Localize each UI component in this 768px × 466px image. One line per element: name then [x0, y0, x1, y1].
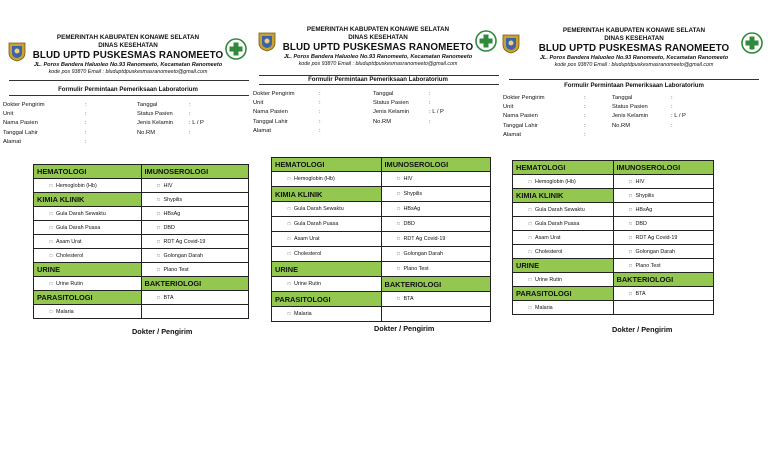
checkbox-icon[interactable]: □: [397, 221, 400, 226]
label-tanggal-lahir: Tanggal Lahir: [253, 118, 288, 125]
checkbox-icon[interactable]: □: [49, 308, 53, 314]
section-bakteriologi: BAKTERIOLOGI: [381, 277, 491, 292]
test-label: BTA: [403, 296, 414, 302]
section-imunoserologi: IMUNOSEROLOGI: [613, 161, 714, 175]
test-plano[interactable]: [141, 263, 249, 277]
section-parasitologi: PARASITOLOGI: [272, 292, 382, 307]
test-label: Golongan Darah: [403, 251, 444, 257]
checkbox-icon[interactable]: □: [287, 176, 291, 181]
info-labels-left: [503, 94, 545, 140]
test-dbd[interactable]: [141, 221, 249, 235]
sep: :: [319, 91, 321, 97]
checkbox-icon[interactable]: □: [157, 294, 160, 300]
test-rdt-covid[interactable]: [141, 235, 249, 249]
info-labels-right: [612, 94, 648, 131]
test-asam-urat[interactable]: [513, 231, 614, 245]
test-label: Gula Darah Puasa: [56, 224, 101, 231]
checkbox-icon[interactable]: □: [49, 252, 53, 258]
test-label: DBD: [163, 224, 175, 231]
info-seps-right: [671, 94, 686, 131]
test-label: Urine Rutin: [535, 276, 562, 283]
info-seps-right: [189, 101, 204, 138]
checkbox-icon[interactable]: □: [49, 182, 53, 188]
section-parasitologi: PARASITOLOGI: [34, 291, 142, 305]
regency-emblem-icon: [501, 32, 521, 54]
test-gula-darah-sewaktu[interactable]: [513, 203, 614, 217]
health-cross-logo-icon: [741, 32, 763, 54]
test-label: RDT Ag Covid-19: [635, 234, 678, 241]
test-label: Plano Test: [635, 262, 661, 269]
sep: :: [671, 122, 673, 129]
title-divider: [259, 84, 499, 85]
header-address: JL. Poros Bandera Haluoleo No.93 Ranomeeto, Kecamatan Ranomeeto: [539, 55, 729, 61]
regency-emblem-icon: [7, 40, 27, 62]
test-hiv[interactable]: [141, 179, 249, 193]
sep: :: [85, 102, 87, 108]
label-dokter-pengirim: Dokter Pengirim: [3, 102, 45, 108]
test-hemoglobin[interactable]: [513, 175, 614, 189]
sep: : L / P: [429, 109, 444, 116]
header-divider: [509, 79, 759, 80]
label-jenis-kelamin: Jenis Kelamin: [612, 113, 649, 120]
test-label: Urine Rutin: [56, 280, 83, 287]
test-label: DBD: [635, 220, 647, 227]
sep: :: [584, 113, 586, 120]
test-cholesterol[interactable]: [513, 245, 614, 259]
test-cholesterol[interactable]: [272, 247, 382, 262]
label-status-pasien: Status Pasien: [373, 100, 409, 107]
checkbox-icon[interactable]: □: [528, 206, 532, 212]
test-label: Golongan Darah: [635, 248, 676, 255]
lab-request-form-1: [3, 0, 253, 336]
label-alamat: Alamat: [503, 131, 522, 138]
checkbox-icon[interactable]: □: [629, 234, 632, 240]
header-contact: kode pos 93870 Email : bluduptdpuskesmasranomeeto@gmail.com: [48, 69, 208, 75]
health-cross-logo-icon: [475, 30, 497, 52]
section-bakteriologi: BAKTERIOLOGI: [141, 277, 249, 291]
signature-label: Dokter / Pengirim: [612, 325, 673, 334]
sep: :: [429, 118, 431, 125]
label-dokter-pengirim: Dokter Pengirim: [503, 95, 545, 101]
section-bakteriologi: BAKTERIOLOGI: [613, 273, 714, 287]
test-label: Cholesterol: [56, 252, 84, 259]
lab-test-table: [512, 160, 714, 315]
test-label: HBsAg: [635, 206, 653, 213]
test-plano[interactable]: [381, 262, 491, 277]
test-shypilis[interactable]: [613, 189, 714, 203]
checkbox-icon[interactable]: □: [528, 220, 532, 226]
checkbox-icon[interactable]: □: [49, 238, 53, 244]
test-label: HIV: [635, 178, 645, 185]
test-gula-darah-puasa[interactable]: [34, 221, 142, 235]
label-nama-pasien: Nama Pasien: [3, 120, 38, 127]
test-label: Hemoglobin (Hb): [294, 176, 335, 182]
test-golongan-darah[interactable]: [381, 247, 491, 262]
test-label: Malaria: [56, 308, 74, 315]
label-tanggal: Tanggal: [612, 95, 633, 101]
sep: :: [319, 127, 321, 134]
section-imunoserologi: IMUNOSEROLOGI: [141, 165, 249, 179]
test-label: Gula Darah Sewaktu: [535, 206, 585, 213]
form-title: Formulir Permintaan Pemeriksaan Laboratorium: [564, 82, 704, 89]
test-shypilis[interactable]: [141, 193, 249, 207]
empty-cell: [613, 301, 714, 315]
sep: :: [584, 131, 586, 138]
sep: :: [189, 102, 191, 108]
section-kimia-klinik: KIMIA KLINIK: [513, 189, 614, 203]
checkbox-icon[interactable]: □: [397, 206, 400, 211]
test-urine-rutin[interactable]: [34, 277, 142, 291]
patient-info: [503, 94, 765, 140]
checkbox-icon[interactable]: □: [629, 220, 632, 226]
test-hiv[interactable]: [381, 172, 491, 187]
info-seps-left: [85, 101, 87, 147]
checkbox-icon[interactable]: □: [397, 176, 400, 181]
header-institution: BLUD UPTD PUSKESMAS RANOMEETO: [282, 42, 474, 53]
test-label: Shypilis: [403, 191, 423, 197]
checkbox-icon[interactable]: □: [287, 311, 291, 316]
header-institution: BLUD UPTD PUSKESMAS RANOMEETO: [32, 50, 224, 61]
test-hemoglobin[interactable]: [34, 179, 142, 193]
header-address: JL. Poros Bandera Haluoleo No.93 Ranomeeto, Kecamatan Ranomeeto: [283, 54, 473, 60]
checkbox-icon[interactable]: □: [629, 192, 632, 198]
test-label: Shypilis: [163, 196, 183, 203]
test-label: Plano Test: [163, 266, 189, 273]
test-label: HBsAg: [163, 210, 181, 217]
test-cholesterol[interactable]: [34, 249, 142, 263]
header-government: PEMERINTAH KABUPATEN KONAWE SELATAN: [562, 27, 706, 34]
label-jenis-kelamin: Jenis Kelamin: [137, 120, 174, 127]
section-hematologi: HEMATOLOGI: [272, 158, 382, 172]
test-label: HIV: [403, 176, 413, 182]
section-kimia-klinik: KIMIA KLINIK: [34, 193, 142, 207]
test-label: Cholesterol: [294, 251, 322, 257]
label-unit: Unit: [503, 104, 514, 111]
test-label: BTA: [635, 290, 646, 297]
checkbox-icon[interactable]: □: [528, 178, 532, 184]
sep: :: [85, 138, 87, 145]
header-address: JL. Poros Bandera Haluoleo No.93 Ranomeeto, Kecamatan Ranomeeto: [33, 62, 223, 68]
test-label: Gula Darah Puasa: [535, 220, 580, 227]
checkbox-icon[interactable]: □: [287, 251, 291, 256]
header-agency: DINAS KESEHATAN: [98, 42, 158, 49]
empty-cell: [381, 307, 491, 322]
checkbox-icon[interactable]: □: [157, 182, 160, 188]
label-status-pasien: Status Pasien: [612, 104, 648, 111]
checkbox-icon[interactable]: □: [528, 248, 532, 254]
test-label: Asam Urat: [56, 238, 82, 245]
label-tanggal: Tanggal: [373, 91, 394, 97]
test-urine-rutin[interactable]: [272, 277, 382, 292]
section-urine: URINE: [272, 262, 382, 277]
sep: :: [671, 104, 673, 111]
info-labels-left: [253, 90, 295, 136]
sep: :: [85, 129, 87, 136]
checkbox-icon[interactable]: □: [287, 221, 291, 226]
test-label: Asam Urat: [294, 236, 320, 242]
test-hemoglobin[interactable]: [272, 172, 382, 187]
sep: : L / P: [189, 120, 204, 127]
label-no-rm: No.RM: [373, 118, 392, 125]
checkbox-icon[interactable]: □: [629, 290, 632, 296]
signature-label: Dokter / Pengirim: [374, 324, 435, 333]
test-shypilis[interactable]: [381, 187, 491, 202]
header-contact: kode pos 93870 Email : bluduptdpuskesmasranomeeto@gmail.com: [554, 62, 714, 68]
label-tanggal-lahir: Tanggal Lahir: [503, 122, 538, 129]
section-urine: URINE: [34, 263, 142, 277]
info-seps-left: [584, 94, 586, 140]
test-gula-darah-puasa[interactable]: [272, 217, 382, 232]
checkbox-icon[interactable]: □: [157, 196, 160, 202]
label-no-rm: No.RM: [612, 122, 631, 129]
test-bta[interactable]: [381, 292, 491, 307]
test-label: DBD: [403, 221, 415, 227]
test-label: Plano Test: [403, 266, 429, 272]
section-parasitologi: PARASITOLOGI: [513, 287, 614, 301]
checkbox-icon[interactable]: □: [157, 252, 160, 258]
test-label: RDT Ag Covid-19: [403, 236, 446, 242]
test-malaria[interactable]: [513, 301, 614, 315]
signature-label: Dokter / Pengirim: [132, 327, 193, 336]
header-government: PEMERINTAH KABUPATEN KONAWE SELATAN: [56, 34, 200, 41]
checkbox-icon[interactable]: □: [287, 281, 291, 286]
sep: :: [189, 111, 191, 118]
section-hematologi: HEMATOLOGI: [513, 161, 614, 175]
checkbox-icon[interactable]: □: [528, 234, 532, 240]
sep: :: [584, 95, 586, 101]
test-label: Gula Darah Sewaktu: [56, 210, 106, 217]
label-unit: Unit: [3, 111, 14, 118]
checkbox-icon[interactable]: □: [49, 224, 53, 230]
header-institution: BLUD UPTD PUSKESMAS RANOMEETO: [538, 43, 730, 54]
sep: :: [85, 120, 87, 127]
test-label: Cholesterol: [535, 248, 563, 255]
sep: : L / P: [671, 113, 686, 120]
test-label: RDT Ag Covid-19: [163, 238, 206, 245]
sep: :: [429, 91, 431, 97]
label-alamat: Alamat: [3, 138, 22, 145]
letterhead: [253, 0, 503, 75]
label-status-pasien: Status Pasien: [137, 111, 173, 118]
header-agency: DINAS KESEHATAN: [604, 35, 664, 42]
checkbox-icon[interactable]: □: [528, 304, 532, 310]
checkbox-icon[interactable]: □: [629, 206, 632, 212]
checkbox-icon[interactable]: □: [397, 191, 400, 196]
form-title: Formulir Permintaan Pemeriksaan Laboratorium: [308, 76, 448, 83]
test-label: Malaria: [535, 304, 553, 311]
label-tanggal-lahir: Tanggal Lahir: [3, 129, 38, 136]
test-dbd[interactable]: [381, 217, 491, 232]
test-gula-darah-puasa[interactable]: [513, 217, 614, 231]
sep: :: [584, 122, 586, 129]
header-divider: [9, 80, 249, 81]
lab-request-form-3: [503, 0, 765, 334]
section-kimia-klinik: KIMIA KLINIK: [272, 187, 382, 202]
test-gula-darah-sewaktu[interactable]: [272, 202, 382, 217]
header-agency: DINAS KESEHATAN: [348, 34, 408, 41]
checkbox-icon[interactable]: □: [287, 236, 291, 241]
sep: :: [429, 100, 431, 107]
sep: :: [85, 111, 87, 118]
checkbox-icon[interactable]: □: [157, 238, 160, 244]
checkbox-icon[interactable]: □: [287, 206, 291, 211]
checkbox-icon[interactable]: □: [157, 266, 160, 272]
test-label: Golongan Darah: [163, 252, 204, 259]
checkbox-icon[interactable]: □: [629, 262, 632, 268]
label-unit: Unit: [253, 100, 264, 107]
label-alamat: Alamat: [253, 127, 272, 134]
label-dokter-pengirim: Dokter Pengirim: [253, 91, 295, 97]
info-seps-right: [429, 90, 444, 127]
lab-test-table: [271, 157, 491, 322]
test-asam-urat[interactable]: [272, 232, 382, 247]
sep: :: [319, 109, 321, 116]
section-urine: URINE: [513, 259, 614, 273]
label-tanggal: Tanggal: [137, 102, 158, 108]
info-labels-right: [137, 101, 173, 138]
info-labels-left: [3, 101, 45, 147]
label-nama-pasien: Nama Pasien: [503, 113, 538, 120]
sep: :: [671, 95, 673, 101]
lab-request-form-2: [253, 0, 503, 333]
patient-info: [253, 90, 503, 136]
sep: :: [319, 100, 321, 107]
section-imunoserologi: IMUNOSEROLOGI: [381, 158, 491, 172]
test-hbsag[interactable]: [613, 203, 714, 217]
test-golongan-darah[interactable]: [141, 249, 249, 263]
lab-test-table: [33, 164, 249, 319]
test-label: Hemoglobin (Hb): [56, 182, 97, 189]
checkbox-icon[interactable]: □: [397, 266, 400, 271]
test-label: BTA: [163, 294, 174, 301]
test-label: Malaria: [294, 311, 312, 317]
test-label: Hemoglobin (Hb): [535, 178, 576, 185]
form-title: Formulir Permintaan Pemeriksaan Laboratorium: [58, 86, 198, 93]
test-label: Gula Darah Sewaktu: [294, 206, 344, 212]
test-hbsag[interactable]: [381, 202, 491, 217]
sep: :: [189, 129, 191, 136]
header-government: PEMERINTAH KABUPATEN KONAWE SELATAN: [306, 26, 450, 33]
label-nama-pasien: Nama Pasien: [253, 109, 288, 116]
test-golongan-darah[interactable]: [613, 245, 714, 259]
checkbox-icon[interactable]: □: [157, 210, 160, 216]
test-hiv[interactable]: [613, 175, 714, 189]
letterhead: [503, 0, 765, 79]
patient-info: [3, 101, 253, 147]
test-hbsag[interactable]: [141, 207, 249, 221]
checkbox-icon[interactable]: □: [397, 251, 400, 256]
test-bta[interactable]: [141, 291, 249, 305]
label-no-rm: No.RM: [137, 129, 156, 136]
header-contact: kode pos 93870 Email : bluduptdpuskesmasranomeeto@gmail.com: [298, 61, 458, 67]
checkbox-icon[interactable]: □: [157, 224, 160, 230]
sep: :: [319, 118, 321, 125]
checkbox-icon[interactable]: □: [397, 296, 400, 301]
checkbox-icon[interactable]: □: [49, 210, 53, 216]
regency-emblem-icon: [257, 30, 277, 52]
empty-cell: [141, 305, 249, 319]
test-label: Urine Rutin: [294, 281, 321, 287]
test-gula-darah-sewaktu[interactable]: [34, 207, 142, 221]
label-jenis-kelamin: Jenis Kelamin: [373, 109, 410, 116]
test-malaria[interactable]: [272, 307, 382, 322]
test-label: Asam Urat: [535, 234, 561, 241]
section-hematologi: HEMATOLOGI: [34, 165, 142, 179]
checkbox-icon[interactable]: □: [629, 248, 632, 254]
health-cross-logo-icon: [225, 38, 247, 60]
test-plano[interactable]: [613, 259, 714, 273]
title-divider: [9, 95, 249, 96]
test-dbd[interactable]: [613, 217, 714, 231]
test-bta[interactable]: [613, 287, 714, 301]
test-urine-rutin[interactable]: [513, 273, 614, 287]
info-labels-right: [373, 90, 409, 127]
sep: :: [584, 104, 586, 111]
checkbox-icon[interactable]: □: [397, 236, 400, 241]
test-rdt-covid[interactable]: [381, 232, 491, 247]
checkbox-icon[interactable]: □: [629, 178, 632, 184]
test-label: HIV: [163, 182, 173, 189]
test-asam-urat[interactable]: [34, 235, 142, 249]
test-label: HBsAg: [403, 206, 421, 212]
checkbox-icon[interactable]: □: [528, 276, 532, 282]
info-seps-left: [319, 90, 321, 136]
test-label: Gula Darah Puasa: [294, 221, 339, 227]
test-label: Shypilis: [635, 192, 655, 199]
checkbox-icon[interactable]: □: [49, 280, 53, 286]
test-rdt-covid[interactable]: [613, 231, 714, 245]
letterhead: [3, 0, 253, 80]
test-malaria[interactable]: [34, 305, 142, 319]
